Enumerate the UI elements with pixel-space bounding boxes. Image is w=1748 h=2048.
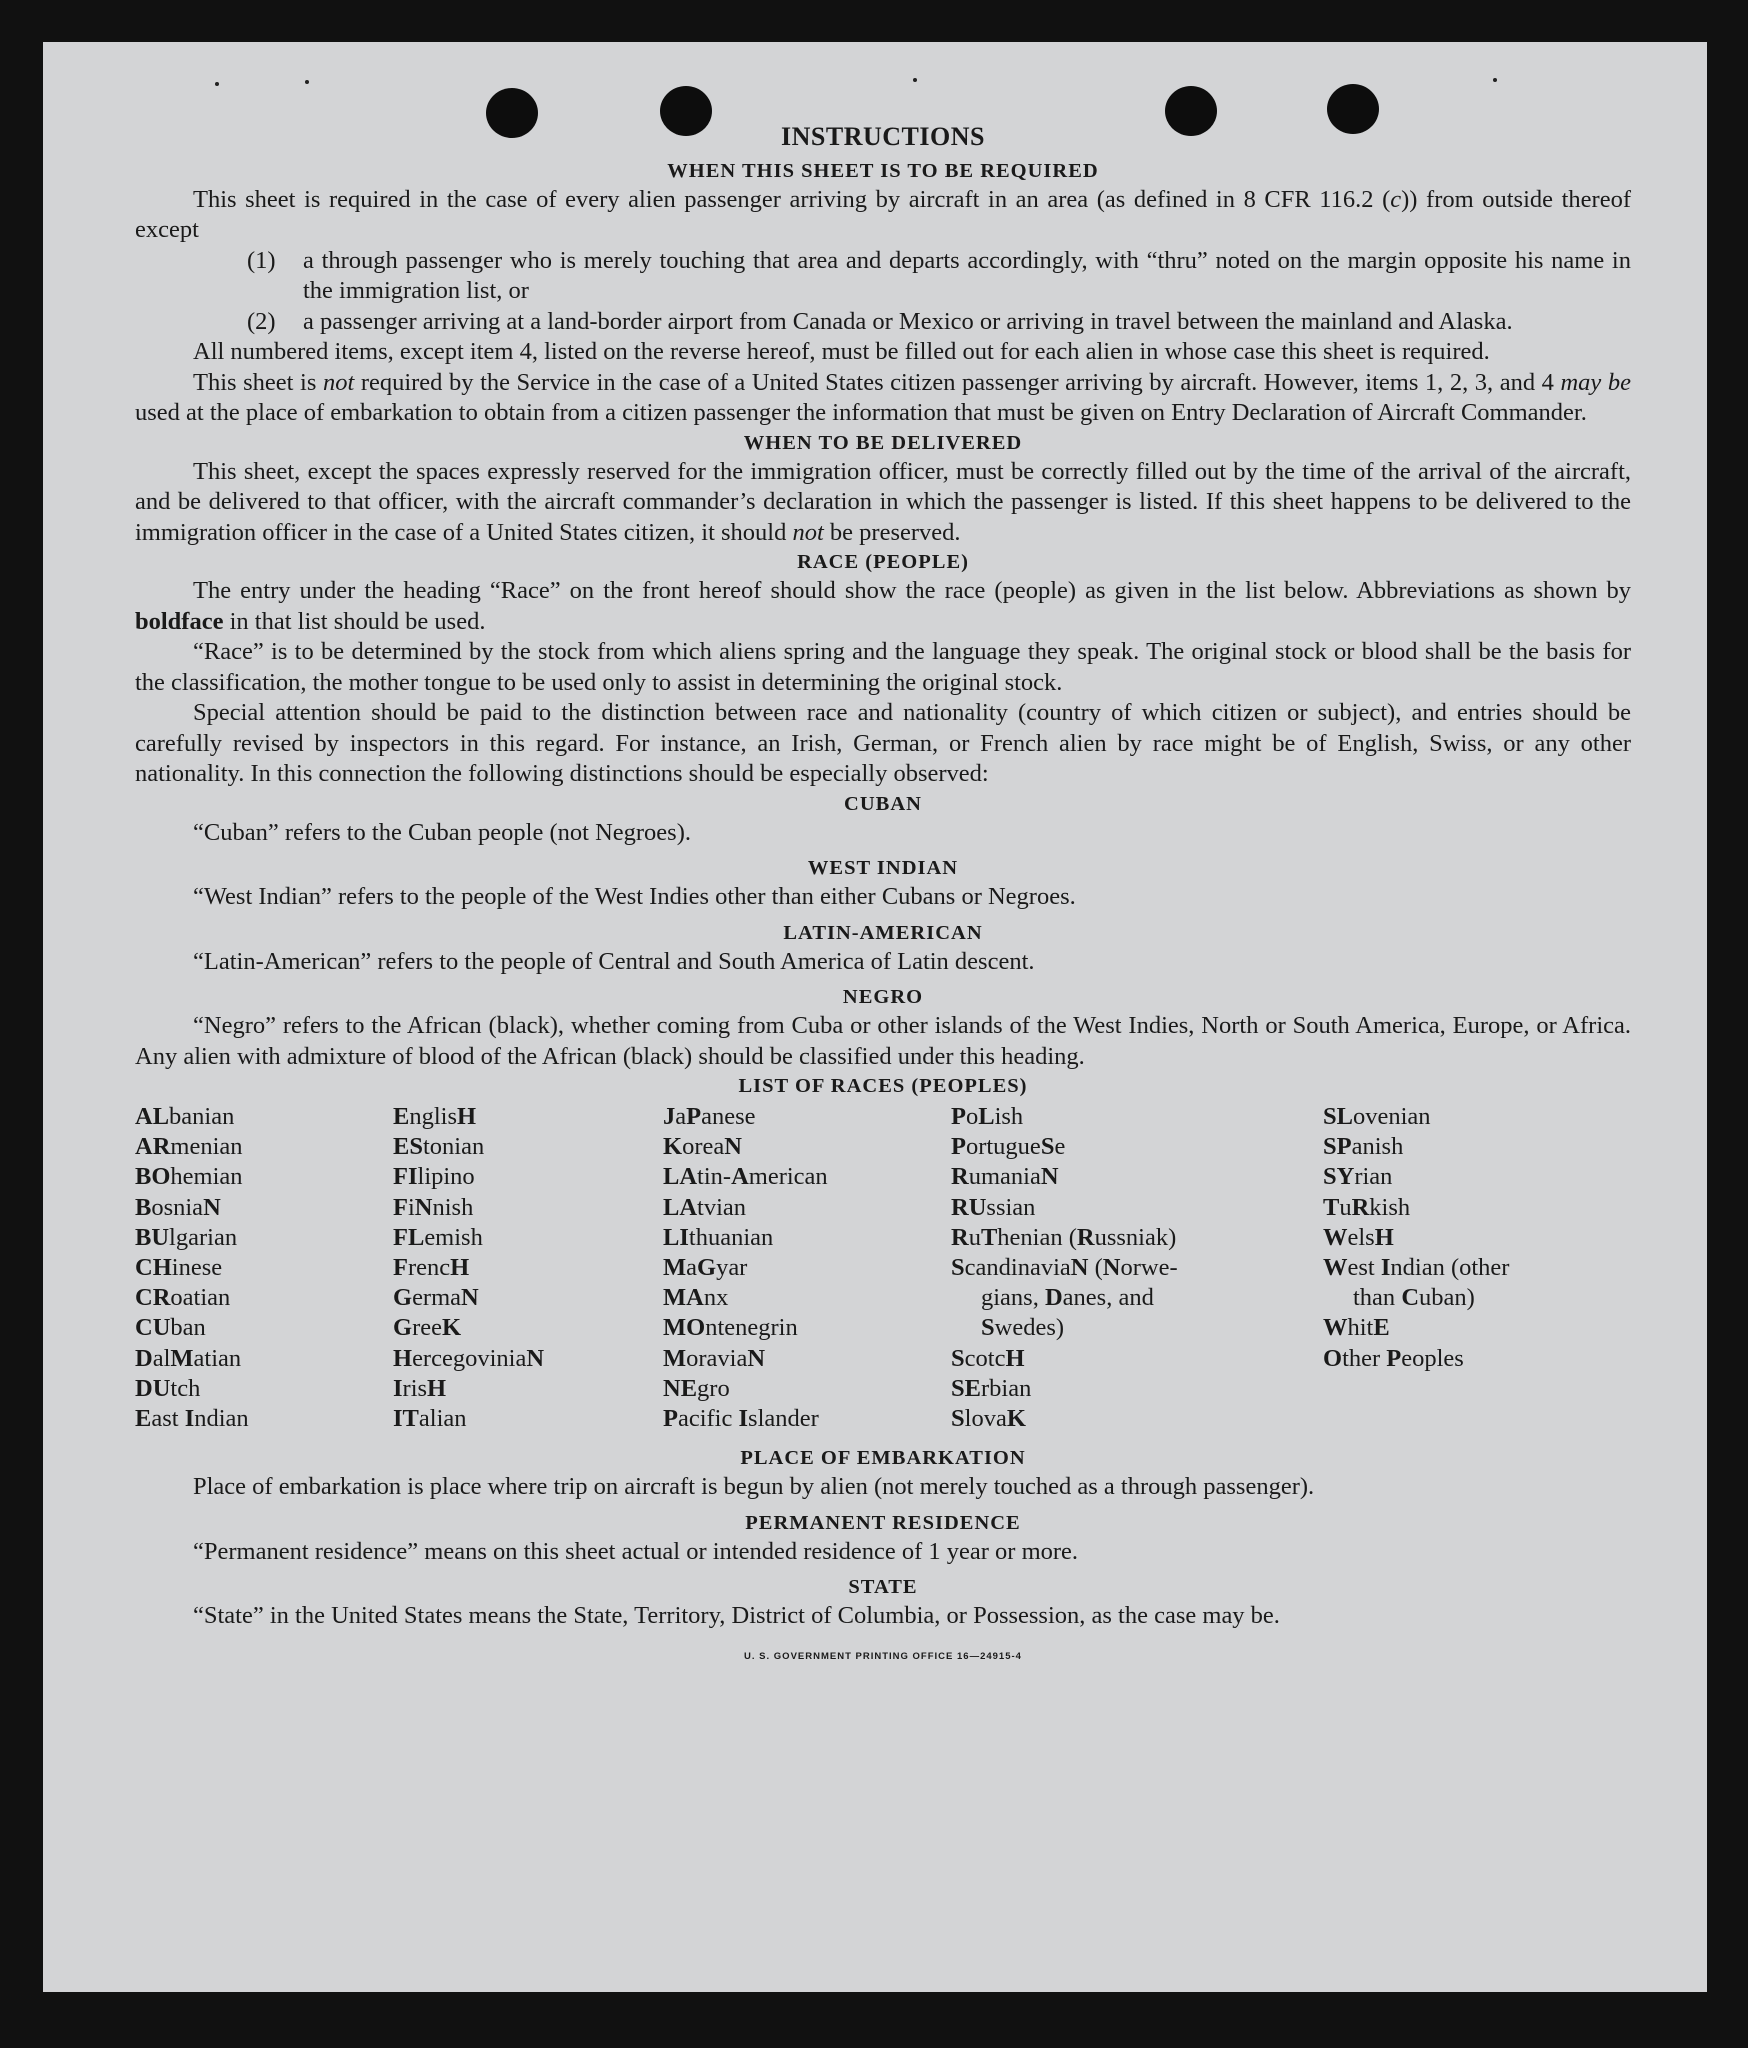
section-heading: WEST INDIAN: [807, 857, 959, 879]
race-entry: CUban: [135, 1314, 206, 1342]
race-entry: JaPanese: [663, 1103, 756, 1130]
paragraph: All numbered items, except item 4, listed on the reverse hereof, must be filled out for each alien in whose case this sheet is required.: [193, 338, 1490, 365]
race-entry: EnglisH: [393, 1103, 477, 1130]
paragraph: “State” in the United States means the State, Territory, District of Columbia, or Possession, as the case may be.: [193, 1602, 1280, 1630]
paragraph: Special attention should be paid to the distinction between race and nationality (country of which citizen or subject), and entries should be carefully revised by inspectors in this regard. For instance, an Irish, German, or French alien by race might be of English, Swiss, or any other nationality. In this connection the following distinctions should be especially observed:: [135, 699, 1631, 787]
race-entry: LAtin-American: [663, 1163, 828, 1191]
instructions-content: [135, 122, 1631, 1672]
race-entry: SPanish: [1323, 1133, 1404, 1161]
race-entry: KoreaN: [663, 1133, 742, 1161]
race-entry: WhitE: [1323, 1314, 1390, 1342]
race-entry: WelsH: [1323, 1223, 1394, 1251]
section-heading: NEGRO: [842, 986, 924, 1008]
race-entry: IrisH: [393, 1374, 447, 1402]
section-heading: PERMANENT RESIDENCE: [745, 1511, 1021, 1534]
section-heading: STATE: [848, 1576, 918, 1599]
race-entry: RumaniaN: [951, 1163, 1059, 1191]
race-entry: BOhemian: [135, 1163, 243, 1191]
race-entry: West Indian (other: [1323, 1254, 1510, 1282]
speck: [1493, 78, 1497, 82]
race-entry: HercegoviniaN: [393, 1344, 545, 1372]
race-entry: ScandinaviaN (Norwe-: [951, 1254, 1178, 1282]
race-entry: ITalian: [393, 1405, 467, 1433]
section-heading: LATIN-AMERICAN: [783, 921, 983, 944]
race-entry: PortugueSe: [951, 1133, 1066, 1161]
race-entry: RuThenian (Russniak): [951, 1223, 1177, 1251]
race-entry: SlovaK: [951, 1405, 1026, 1433]
race-entry: SErbian: [951, 1374, 1032, 1402]
race-column: [951, 1102, 1241, 1434]
race-entry: ARmenian: [135, 1133, 243, 1161]
race-entry: BosniaN: [135, 1193, 221, 1221]
race-entry: FiNnish: [393, 1193, 474, 1221]
paragraph: “Permanent residence” means on this sheet actual or intended residence of 1 year or more.: [193, 1537, 1079, 1565]
item-number: (2): [247, 307, 276, 335]
speck: [305, 80, 309, 84]
section-heading: LIST OF RACES (PEOPLES): [738, 1075, 1028, 1097]
race-entry: BUlgarian: [135, 1223, 238, 1251]
document-sheet: [43, 42, 1707, 1992]
printing-office-footer: U. S. GOVERNMENT PRINTING OFFICE 16—24915-4: [744, 1650, 1022, 1662]
race-column: [393, 1102, 663, 1434]
item-text: a passenger arriving at a land-border airport from Canada or Mexico or arriving in travel between the mainland and Alaska.: [303, 307, 1513, 335]
race-entry: SYrian: [1323, 1163, 1393, 1191]
definition-text: “West Indian” refers to the people of the West Indies other than either Cubans or Negroes.: [193, 883, 1076, 910]
race-entry: than Cuban): [1353, 1284, 1475, 1312]
race-entry: NEgro: [663, 1374, 730, 1402]
race-entry: Pacific Islander: [663, 1405, 819, 1433]
paragraph: This sheet is required in the case of every alien passenger arriving by aircraft in an area (as defined in 8 CFR 116.2 (c)) from outside thereof except: [135, 185, 1631, 243]
race-entry: MoraviaN: [663, 1344, 766, 1372]
definition-text: “Latin-American” refers to the people of Central and South America of Latin descent.: [193, 947, 1035, 975]
section-heading: WHEN THIS SHEET IS TO BE REQUIRED: [667, 159, 1099, 182]
race-entry: DUtch: [135, 1374, 201, 1402]
race-entry: FIlipino: [393, 1163, 475, 1191]
race-entry: CRoatian: [135, 1284, 231, 1312]
race-entry: PoLish: [951, 1103, 1024, 1130]
race-entry: GermaN: [393, 1284, 479, 1312]
race-entry: Swedes): [981, 1314, 1065, 1342]
race-entry: TuRkish: [1323, 1193, 1411, 1221]
race-column: [1323, 1102, 1613, 1434]
section-heading: RACE (PEOPLE): [797, 551, 969, 573]
race-entry: FLemish: [393, 1223, 483, 1251]
race-column: [663, 1102, 951, 1434]
race-entry: gians, Danes, and: [981, 1284, 1154, 1312]
race-entry: GreeK: [393, 1314, 462, 1342]
race-entry: LAtvian: [663, 1193, 747, 1221]
paragraph: This sheet is not required by the Service in the case of a United States citizen passenger arriving by aircraft. However, items 1, 2, 3, and 4 may be used at the place of embarkation to obtain from a citizen passenger the information that must be given on Entry Declaration of Aircraft Commander.: [135, 368, 1631, 426]
paragraph: “Race” is to be determined by the stock from which aliens spring and the language they speak. The original stock or blood shall be the basis for the classification, the mother tongue to be used only to assist in determining the original stock.: [135, 638, 1631, 696]
race-list: [135, 1102, 1631, 1434]
section-heading: WHEN TO BE DELIVERED: [743, 431, 1023, 454]
list-item: [247, 246, 1631, 307]
race-entry: East Indian: [135, 1405, 249, 1433]
item-number: (1): [247, 246, 276, 274]
item-text: a through passenger who is merely touching that area and departs accordingly, with “thru” noted on the margin opposite his name in the immigration list, or: [303, 246, 1631, 304]
race-column: [135, 1102, 393, 1434]
definition-text: “Cuban” refers to the Cuban people (not Negroes).: [193, 818, 691, 846]
race-entry: ALbanian: [135, 1103, 235, 1130]
speck: [913, 78, 917, 82]
race-entry: MaGyar: [663, 1254, 748, 1282]
race-entry: MOntenegrin: [663, 1314, 798, 1342]
paragraph: The entry under the heading “Race” on the front hereof should show the race (people) as given in the list below. Abbreviations as shown by boldface in that list should be used.: [135, 577, 1631, 635]
paragraph: Place of embarkation is place where trip on aircraft is begun by alien (not merely touched as a through passenger).: [193, 1473, 1315, 1501]
list-item: [247, 307, 1631, 338]
speck: [215, 82, 219, 86]
section-heading: CUBAN: [844, 792, 922, 815]
race-entry: MAnx: [663, 1284, 729, 1312]
race-entry: DalMatian: [135, 1344, 242, 1372]
race-entry: LIthuanian: [663, 1223, 774, 1251]
race-entry: RUssian: [951, 1193, 1036, 1221]
section-heading: PLACE OF EMBARKATION: [740, 1447, 1026, 1470]
race-entry: SLovenian: [1323, 1103, 1431, 1130]
definition-text: “Negro” refers to the African (black), whether coming from Cuba or other islands of the West Indies, North or South America, Europe, or Africa. Any alien with admixture of blood of the African (black) should be classified under this heading.: [135, 1012, 1631, 1070]
race-entry: EStonian: [393, 1133, 485, 1161]
page-title: INSTRUCTIONS: [781, 122, 985, 151]
paragraph: This sheet, except the spaces expressly reserved for the immigration officer, must be correctly filled out by the time of the arrival of the aircraft, and be delivered to that officer, with the aircraft commander’s declaration in which the passenger is listed. If this sheet happens to be delivered to the immigration officer in the case of a United States citizen, it should not be preserved.: [135, 457, 1631, 546]
race-entry: Other Peoples: [1323, 1344, 1464, 1372]
race-entry: ScotcH: [951, 1344, 1025, 1372]
race-entry: CHinese: [135, 1254, 223, 1282]
race-entry: FrencH: [393, 1254, 470, 1282]
